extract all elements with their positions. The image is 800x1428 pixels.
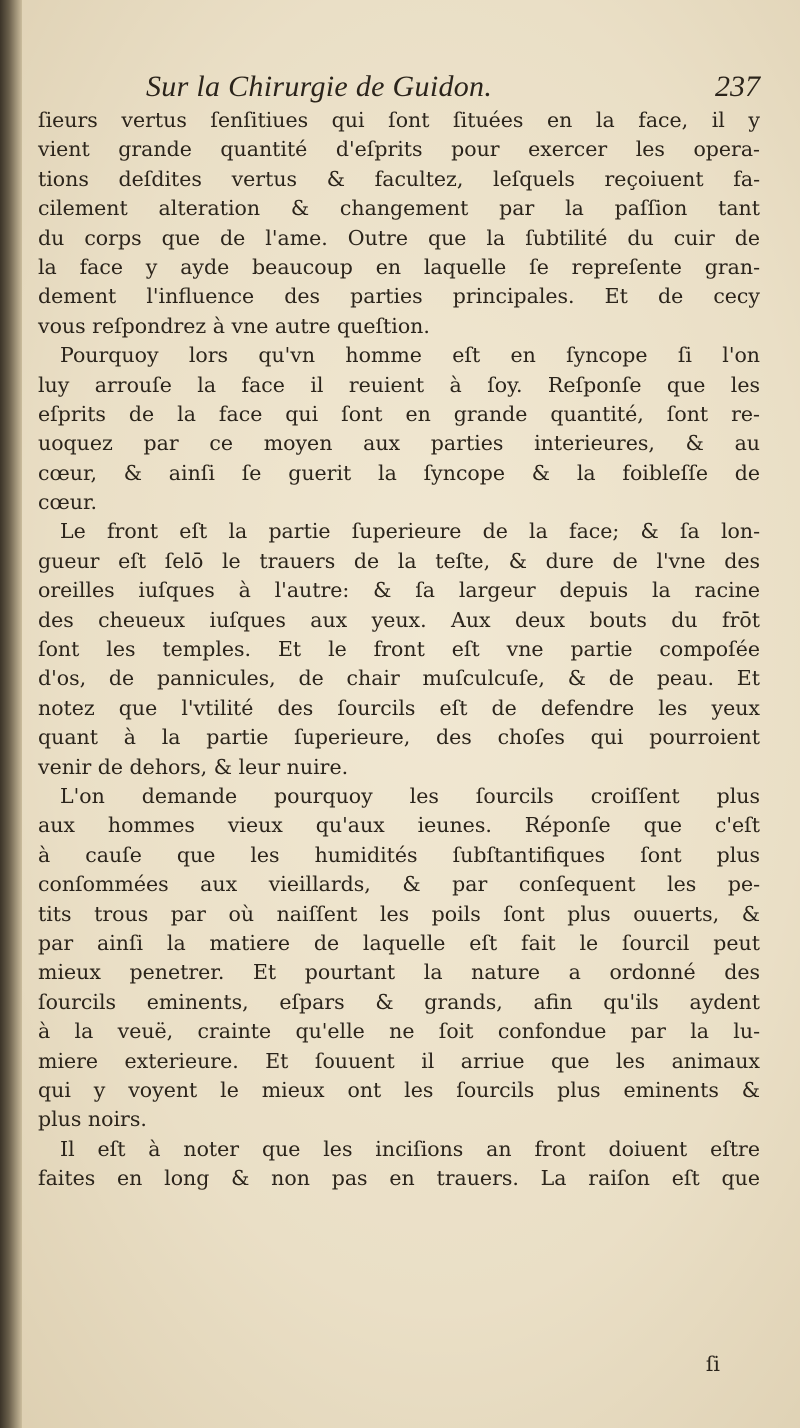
text-line: faites en long & non pas en trauers. La raiſon eſt que <box>38 1166 760 1191</box>
text-line: luy arrouſe la face il reuient à ſoy. Reſponſe que les <box>38 372 760 397</box>
text-line: dement l'influence des parties principales. Et de cecy <box>38 284 760 309</box>
running-header <box>38 70 760 106</box>
text-line: à la veuë, crainte qu'elle ne ſoit confondue par la lu- <box>38 1019 760 1044</box>
binding-edge <box>0 0 22 1428</box>
text-line: tions deſdites vertus & facultez, leſquels reçoiuent fa- <box>38 166 760 191</box>
text-line: Le front eſt la partie ſuperieure de la face; & ſa lon- <box>60 519 760 544</box>
text-line: des cheueux iuſques aux yeux. Aux deux bouts du frōt <box>38 607 760 632</box>
text-line: ſourcils eminents, eſpars & grands, afin qu'ils aydent <box>38 989 760 1014</box>
text-line: par ainſi la matiere de laquelle eſt fait le ſourcil peut <box>38 930 760 955</box>
text-line: d'os, de pannicules, de chair muſculcuſe, & de peau. Et <box>38 666 760 691</box>
text-line: conſommées aux vieillards, & par conſequent les pe- <box>38 872 760 897</box>
text-line: Pourquoy lors qu'vn homme eſt en ſyncope ſi l'on <box>60 343 760 368</box>
text-line: quant à la partie ſuperieure, des choſes qui pourroient <box>38 725 760 750</box>
text-line: Il eſt à noter que les inciſions an front doiuent eſtre <box>60 1136 760 1161</box>
text-line: uoquez par ce moyen aux parties interieures, & au <box>38 431 760 456</box>
text-line: tits trous par où naiſſent les poils ſont plus ouuerts, & <box>38 901 760 926</box>
text-line: venir de dehors, & leur nuire. <box>38 754 349 779</box>
catchword: ſi <box>705 1352 720 1376</box>
text-line: vous reſpondrez à vne autre queſtion. <box>38 313 430 338</box>
running-title: Sur la Chirurgie de Guidon. <box>146 70 493 103</box>
text-line: ſieurs vertus ſenſitiues qui ſont ſituées en la face, il y <box>38 108 760 132</box>
text-line: aux hommes vieux qu'aux ieunes. Réponſe que c'eſt <box>38 813 760 838</box>
text-line: notez que l'vtilité des ſourcils eſt de defendre les yeux <box>38 695 760 720</box>
text-line: à cauſe que les humidités ſubſtantifiques ſont plus <box>38 842 760 867</box>
text-line: cilement alteration & changement par la paſſion tant <box>38 196 760 221</box>
text-line: cœur, & ainſi ſe guerit la ſyncope & la foibleſſe de <box>38 460 760 485</box>
text-line: vient grande quantité d'eſprits pour exercer les opera- <box>38 137 760 162</box>
text-line: miere exterieure. Et ſouuent il arriue que les animaux <box>38 1048 760 1073</box>
page-number: 237 <box>715 70 760 103</box>
body-text <box>38 106 760 1193</box>
text-block <box>38 70 760 1193</box>
text-line: mieux penetrer. Et pourtant la nature a ordonné des <box>38 960 760 985</box>
text-line: oreilles iuſques à l'autre: & ſa largeur depuis la racine <box>38 578 760 603</box>
text-line: L'on demande pourquoy les ſourcils croiſſent plus <box>60 783 760 808</box>
text-line: gueur eſt ſelō le trauers de la teſte, & dure de l'vne des <box>38 548 760 573</box>
text-line: cœur. <box>38 490 98 515</box>
text-line: plus noirs. <box>38 1107 147 1132</box>
text-line: qui y voyent le mieux ont les ſourcils plus eminents & <box>38 1077 760 1102</box>
text-line: ſont les temples. Et le front eſt vne partie compoſée <box>38 637 760 662</box>
text-line: eſprits de la face qui ſont en grande quantité, ſont re- <box>38 401 760 426</box>
text-line: du corps que de l'ame. Outre que la ſubtilité du cuir de <box>38 225 760 250</box>
text-line: la face y ayde beaucoup en laquelle ſe repreſente gran- <box>38 254 760 279</box>
